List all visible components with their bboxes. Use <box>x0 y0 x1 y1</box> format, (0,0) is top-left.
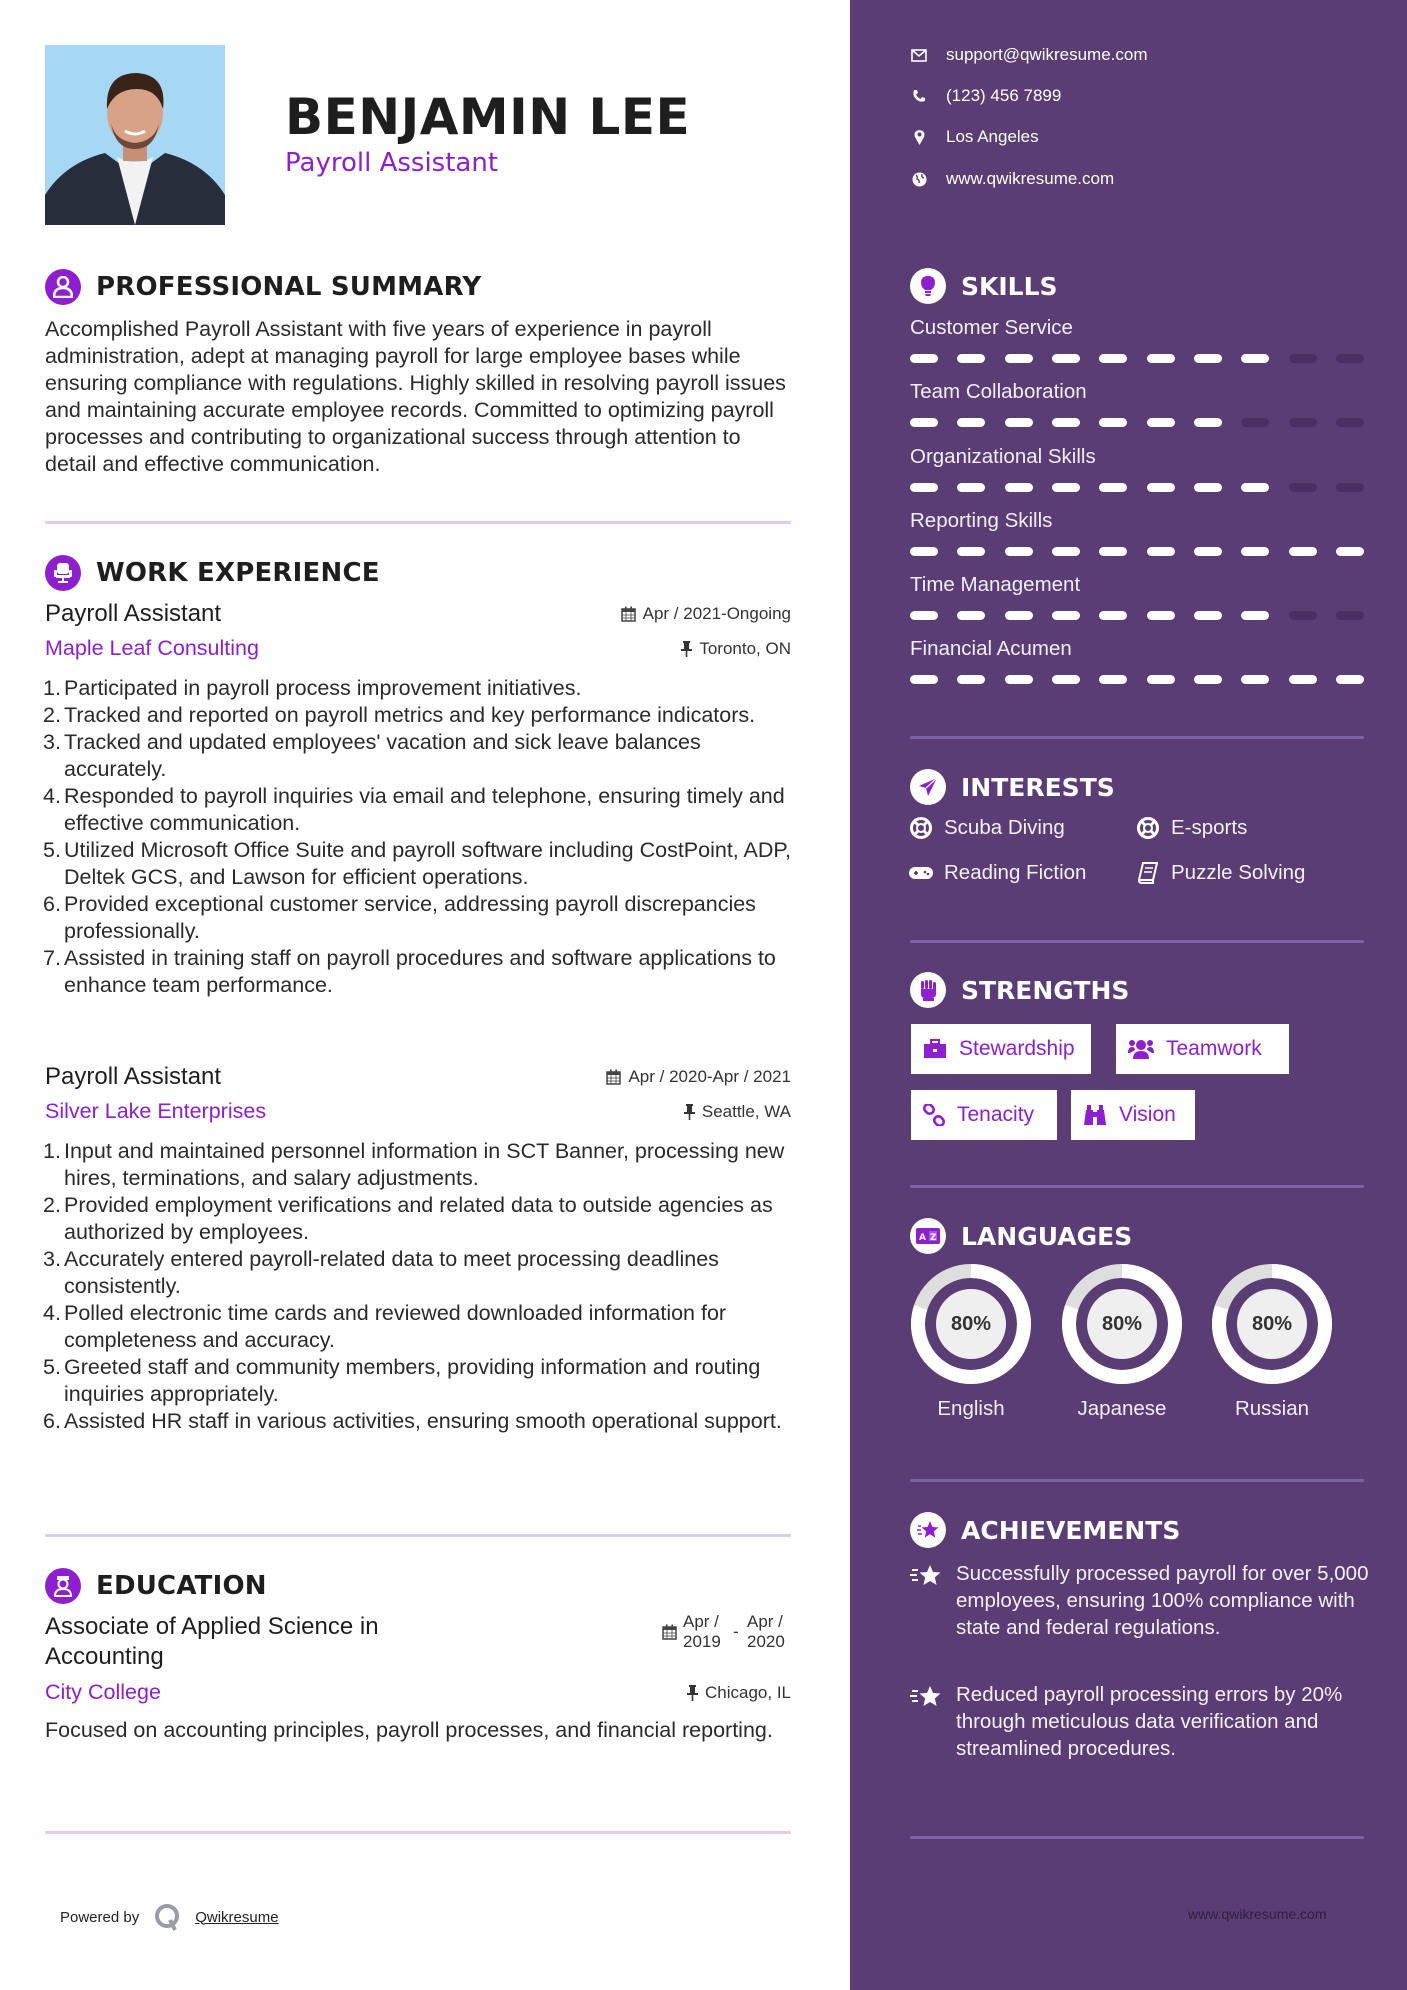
qwikresume-logo-icon <box>153 1902 181 1932</box>
contact-location: Los Angeles <box>910 127 1039 147</box>
job-entry <box>45 600 791 999</box>
shooting-star-icon <box>910 1560 944 1641</box>
job-bullet: 7. Assisted in training staff on payroll procedures and software applications to enhance team performance. <box>43 946 776 997</box>
interest-item: Puzzle Solving <box>1135 861 1305 885</box>
language-progress-ring: 80% <box>1061 1263 1183 1385</box>
interest-item: Scuba Diving <box>908 816 1065 840</box>
skills-heading: SKILLS <box>910 268 1058 304</box>
book-icon <box>1135 862 1161 884</box>
pushpin-icon <box>687 1685 698 1701</box>
section-divider <box>910 736 1364 739</box>
degree-title: Associate of Applied Science in Accounting <box>45 1613 379 1670</box>
skill-rating-bar <box>910 547 1364 556</box>
shooting-star-icon <box>910 1512 946 1548</box>
interests-heading: INTERESTS <box>910 769 1115 805</box>
job-company: Maple Leaf Consulting <box>45 636 259 660</box>
sidebar <box>850 0 1407 1990</box>
strength-tag: Vision <box>1071 1090 1195 1140</box>
skill-rating-bar <box>910 483 1364 492</box>
user-icon <box>45 269 81 305</box>
globe-icon <box>910 172 928 187</box>
strengths-heading: STRENGTHS <box>910 972 1129 1008</box>
svg-text:A: A <box>919 1233 926 1243</box>
skill-item: Customer Service <box>910 316 1364 363</box>
skill-rating-bar <box>910 418 1364 427</box>
experience-heading <box>45 555 380 591</box>
interest-item: Reading Fiction <box>908 861 1086 885</box>
strength-tag: Teamwork <box>1116 1024 1289 1074</box>
job-bullet: 6. Assisted HR staff in various activities, ensuring smooth operational support. <box>43 1409 782 1433</box>
education-dates: Apr / 2019 - Apr / 2020 <box>662 1612 791 1652</box>
qwikresume-link[interactable]: Qwikresume <box>195 1908 279 1926</box>
section-divider <box>45 521 791 524</box>
job-bullet: 1. Input and maintained personnel information in SCT Banner, processing new hires, terminations, and salary adjustments. <box>43 1139 785 1190</box>
achievements-heading: ACHIEVEMENTS <box>910 1512 1180 1548</box>
language-item: 80% Russian <box>1211 1263 1333 1421</box>
chair-icon <box>45 555 81 591</box>
job-location <box>681 639 791 659</box>
job-company: Silver Lake Enterprises <box>45 1099 267 1123</box>
job-bullet: 1. Participated in payroll process improvement initiatives. <box>43 676 582 700</box>
section-divider <box>910 1479 1364 1482</box>
link-icon <box>923 1104 945 1126</box>
job-title: Payroll Assistant <box>45 1063 222 1090</box>
job-location-text: Seattle, WA <box>701 1101 791 1121</box>
gamepad-icon <box>908 865 934 881</box>
job-bullet: 2. Provided employment verifications and related data to outside agencies as authorized by employees. <box>43 1193 773 1244</box>
strength-tag: Stewardship <box>911 1024 1091 1074</box>
job-bullets <box>45 1138 791 1435</box>
job-bullet: 6. Provided exceptional customer service, addressing payroll discrepancies professionally. <box>43 892 756 943</box>
section-divider <box>45 1534 791 1537</box>
skill-item: Organizational Skills <box>910 445 1364 492</box>
pushpin-icon <box>681 641 692 657</box>
skill-rating-bar <box>910 354 1364 363</box>
binoculars-icon <box>1083 1104 1107 1126</box>
fist-icon <box>910 972 946 1008</box>
job-dates <box>606 1067 791 1087</box>
paper-plane-icon <box>910 769 946 805</box>
skill-item: Reporting Skills <box>910 509 1364 556</box>
section-divider <box>910 1836 1364 1839</box>
skill-rating-bar <box>910 611 1364 620</box>
life-ring-icon <box>1135 817 1161 839</box>
summary-title: PROFESSIONAL SUMMARY <box>96 272 482 302</box>
summary-heading <box>45 269 481 305</box>
language-progress-ring: 80% <box>1211 1263 1333 1385</box>
section-divider <box>910 1185 1364 1188</box>
briefcase-icon <box>923 1039 947 1059</box>
job-bullet: 5. Utilized Microsoft Office Suite and payroll software including CostPoint, ADP, Deltek GCS, and Lawson for efficient operations. <box>43 838 791 889</box>
calendar-icon <box>662 1624 677 1640</box>
job-bullet: 2. Tracked and reported on payroll metrics and key performance indicators. <box>43 703 756 727</box>
lightbulb-icon <box>910 268 946 304</box>
section-divider <box>910 940 1364 943</box>
calendar-icon <box>606 1069 621 1085</box>
job-bullet: 5. Greeted staff and community members, providing information and routing inquiries appropriately. <box>43 1355 761 1406</box>
language-item: 80% English <box>910 1263 1032 1421</box>
calendar-icon <box>621 606 636 622</box>
job-title: Payroll Assistant <box>45 600 222 627</box>
envelope-icon <box>910 49 928 62</box>
summary-text: Accomplished Payroll Assistant with five years of experience in payroll administration, adept at managing payroll for large employee bases while ensuring compliance with regulations. Highly skilled in resolving payroll issues and maintaining accurate employee records. Committed to optimizing payroll processes and contributing to organizational success through attention to detail and effective communication. <box>45 317 786 476</box>
job-bullet: 3. Tracked and updated employees' vacation and sick leave balances accurately. <box>43 730 701 781</box>
language-item: 80% Japanese <box>1061 1263 1183 1421</box>
interest-item: E-sports <box>1135 816 1247 840</box>
skill-rating-bar <box>910 675 1364 684</box>
job-dates-text: Apr / 2020-Apr / 2021 <box>628 1067 791 1086</box>
phone-icon <box>910 89 928 103</box>
education-location: Chicago, IL <box>687 1683 791 1703</box>
languages-heading: A Z LANGUAGES <box>910 1218 1132 1254</box>
education-title: EDUCATION <box>96 1571 267 1601</box>
contact-website[interactable]: www.qwikresume.com <box>910 169 1114 189</box>
contact-email[interactable]: support@qwikresume.com <box>910 45 1148 65</box>
job-bullet: 4. Polled electronic time cards and reviewed downloaded information for completeness and accuracy. <box>43 1301 727 1352</box>
job-dates <box>621 604 791 624</box>
users-icon <box>1128 1038 1154 1060</box>
translate-icon <box>910 1218 946 1254</box>
job-bullet: 4. Responded to payroll inquiries via email and telephone, ensuring timely and effective communication. <box>43 784 785 835</box>
job-dates-text: Apr / 2021-Ongoing <box>642 604 791 623</box>
footer-url[interactable]: www.qwikresume.com <box>1188 1906 1327 1922</box>
pushpin-icon <box>684 1104 695 1120</box>
candidate-name: BENJAMIN LEE <box>285 88 691 146</box>
achievement-item: Successfully processed payroll for over 5,000 employees, ensuring 100% compliance with state and federal regulations. <box>910 1560 1370 1641</box>
job-bullet: 3. Accurately entered payroll-related data to meet processing deadlines consistently. <box>43 1247 719 1298</box>
skill-item: Team Collaboration <box>910 380 1364 427</box>
life-ring-icon <box>908 817 934 839</box>
powered-by: Powered by Qwikresume <box>60 1902 279 1932</box>
shooting-star-icon <box>910 1681 944 1762</box>
job-location-text: Toronto, ON <box>699 638 791 658</box>
skill-item: Time Management <box>910 573 1364 620</box>
contact-phone[interactable]: (123) 456 7899 <box>910 86 1061 106</box>
strength-tag: Tenacity <box>911 1090 1057 1140</box>
candidate-role: Payroll Assistant <box>285 148 499 178</box>
education-entry <box>45 1612 791 1744</box>
job-bullets <box>45 675 791 999</box>
language-progress-ring: 80% <box>910 1263 1032 1385</box>
map-marker-icon <box>910 129 928 145</box>
education-heading <box>45 1568 267 1604</box>
achievement-item: Reduced payroll processing errors by 20% through meticulous data verification and streamlined procedures. <box>910 1681 1370 1762</box>
svg-text:Z: Z <box>930 1233 937 1243</box>
job-location <box>684 1102 791 1122</box>
job-entry <box>45 1063 791 1435</box>
section-divider <box>45 1831 791 1834</box>
graduate-icon <box>45 1568 81 1604</box>
skill-item: Financial Acumen <box>910 637 1364 684</box>
school-name: City College <box>45 1680 161 1704</box>
profile-photo <box>45 45 225 225</box>
experience-title: WORK EXPERIENCE <box>96 558 380 588</box>
education-description: Focused on accounting principles, payroll processes, and financial reporting. <box>45 1718 773 1742</box>
person-photo-icon <box>45 45 225 225</box>
